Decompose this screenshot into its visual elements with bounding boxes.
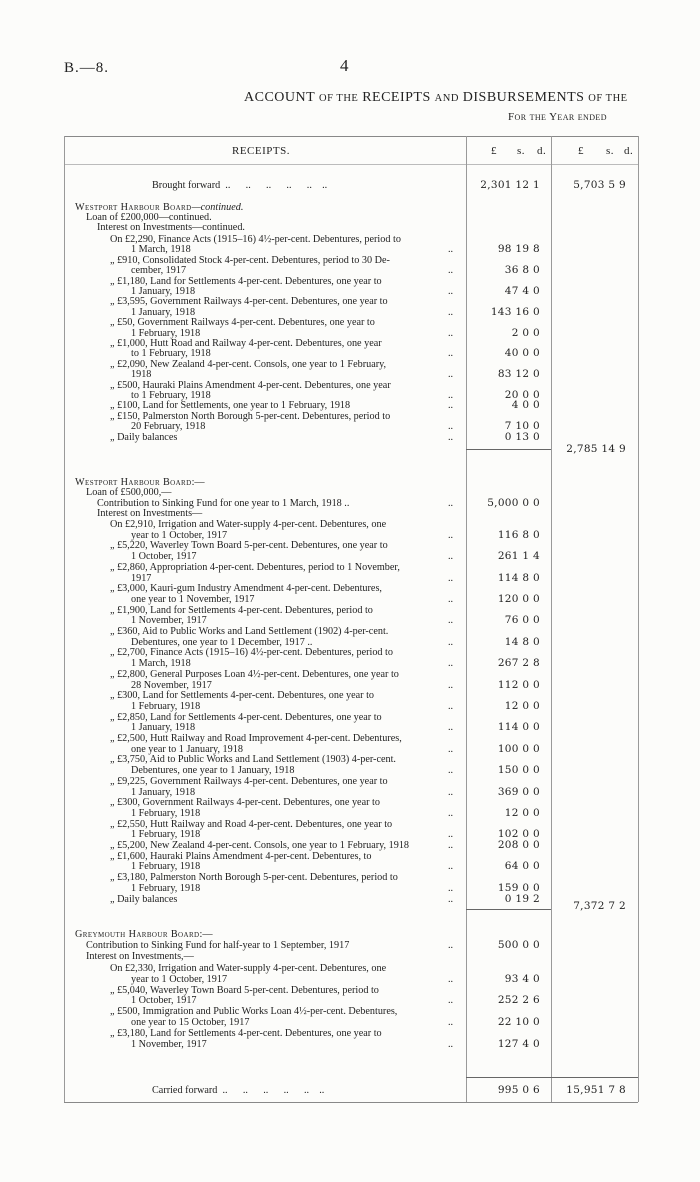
line-item-text: 1 February, 1918	[131, 327, 201, 339]
line-item-text: to 1 February, 1918	[131, 348, 211, 360]
line-item-text: „ £3,595, Government Railways 4-per-cent. Debentures, one year to	[110, 296, 388, 308]
line-item-amount: 252 2 6	[497, 994, 540, 1007]
title-word: RECEIPTS	[362, 90, 431, 105]
carried-forward-rule	[466, 1077, 638, 1078]
line-item-text: 1917	[131, 572, 152, 584]
line-item-amount: 4 0 0	[511, 399, 540, 412]
line-item-text: 1 January, 1918	[131, 722, 196, 734]
leader-dots: ..	[448, 390, 454, 401]
line-item-amount: 47 4 0	[504, 285, 540, 297]
line-item-text: 1 February, 1918	[131, 700, 201, 712]
line-item-text: „ £2,850, Land for Settlements 4-per-cent. Debentures, one year to	[110, 711, 382, 723]
line-item-text: Debentures, one year to 1 January, 1918	[131, 765, 295, 777]
line-item-text: „ £5,040, Waverley Town Board 5-per-cent. Debentures, period to	[110, 984, 379, 996]
line-item-amount: 127 4 0	[497, 1037, 540, 1050]
line-item-text: „ £1,000, Hutt Road and Railway 4-per-cent. Debentures, one year	[110, 338, 382, 349]
line-item-text: 1 February, 1918	[131, 861, 201, 873]
leader-dots: ..	[448, 572, 454, 584]
line-item-text: 1 November, 1917	[131, 615, 207, 627]
westport-1-total: 2,785 14 9	[566, 443, 626, 455]
leader-dots: ..	[448, 348, 454, 360]
title-word: ACCOUNT	[244, 90, 316, 105]
leader-dots: ..	[448, 529, 454, 541]
westport-2-sinking-amount: 5,000 0 0	[487, 497, 540, 509]
leader-dots: ..	[448, 882, 454, 894]
westport-1-loan: Loan of £200,000—continued.	[86, 212, 212, 223]
line-item-text: 1 October, 1917	[131, 551, 197, 563]
leader-dots: ..	[448, 1017, 454, 1028]
westport-2-interest: Interest on Investments—	[97, 508, 203, 519]
line-item-text: „ £360, Aid to Public Works and Land Settlement (1902) 4-per-cent.	[110, 626, 389, 637]
table-bottom-rule	[64, 1102, 638, 1103]
leader-dots: ..	[448, 786, 454, 798]
line-item-text: 1 January, 1918	[131, 286, 196, 297]
subtotal-rule	[466, 449, 551, 450]
subtotal-rule	[466, 909, 551, 910]
line-item-text: On £2,330, Irrigation and Water-supply 4-per-cent. Debentures, one	[110, 963, 387, 974]
line-item-text: year to 1 October, 1917	[131, 529, 228, 541]
line-item-amount: 208 0 0	[497, 839, 540, 851]
line-item-text: „ £2,090, New Zealand 4-per-cent. Consols, one year to 1 February,	[110, 358, 387, 370]
leader-dots: ..	[448, 840, 454, 851]
line-item-text: „ £5,220, Waverley Town Board 5-per-cent. Debentures, one year to	[110, 540, 388, 552]
brought-forward-col1: 2,301 12 1	[480, 179, 540, 191]
line-item-text: 20 February, 1918	[131, 421, 206, 433]
leader-dots: ..	[448, 244, 454, 256]
leader-dots: ..	[448, 658, 454, 670]
line-item-amount: 22 10 0	[497, 1016, 540, 1028]
line-item-text: „ £150, Palmerston North Borough 5-per-cent. Debentures, period to	[110, 410, 391, 422]
line-item-text: „ £2,500, Hutt Railway and Road Improvement 4-per-cent. Debentures,	[110, 733, 402, 744]
line-item-amount: 120 0 0	[497, 592, 540, 605]
line-item-text: „ Daily balances	[110, 893, 178, 905]
line-item-amount: 159 0 0	[497, 881, 540, 894]
greymouth-interest: Interest on Investments,—	[86, 951, 194, 962]
leader-dots: ..	[448, 593, 454, 605]
line-item-text: 1 January, 1918	[131, 306, 196, 318]
title-word: AND	[434, 93, 459, 104]
line-item-amount: 267 2 8	[497, 657, 540, 670]
line-item-amount: 12 0 0	[504, 699, 540, 712]
line-item-amount: 64 0 0	[504, 860, 540, 873]
westport-1-interest: Interest on Investments—continued.	[97, 222, 245, 233]
leader-dots: ..	[448, 861, 454, 873]
page-number: 4	[340, 56, 349, 75]
leader-dots: ..	[448, 306, 454, 318]
table-right-border	[638, 136, 639, 1102]
greymouth-heading: Greymouth Harbour Board:—	[75, 929, 213, 940]
col1-shilling: s.	[517, 145, 526, 157]
line-item-text: „ £3,000, Kauri-gum Industry Amendment 4-per-cent. Debentures,	[110, 583, 382, 595]
line-item-text: „ £100, Land for Settlements, one year to 1 February, 1918	[110, 400, 351, 412]
line-item-text: 1 January, 1918	[131, 786, 196, 798]
line-item-text: „ £300, Government Railways 4-per-cent. Debentures, one year to	[110, 797, 380, 809]
line-item-text: „ £2,700, Finance Acts (1915–16) 4½-per-cent. Debentures, period to	[110, 647, 393, 659]
line-item-text: „ £2,800, General Purposes Loan 4½-per-cent. Debentures, one year to	[110, 668, 399, 680]
line-item-amount: 40 0 0	[504, 347, 540, 360]
col1-pence: d.	[537, 145, 547, 157]
line-item-amount: 102 0 0	[497, 828, 540, 841]
greymouth-sinking-fund: Contribution to Sinking Fund for half-year to 1 September, 1917	[86, 940, 350, 951]
leader-dots: ..	[448, 286, 454, 297]
line-item-text: 1 February, 1918	[131, 807, 201, 819]
line-item-amount: 143 16 0	[490, 305, 540, 318]
line-item-text: On £2,910, Irrigation and Water-supply 4-per-cent. Debentures, one	[110, 519, 387, 530]
westport-2-loan: Loan of £500,000,—	[86, 487, 172, 498]
line-item-text: one year to 1 January, 1918	[131, 743, 243, 755]
line-item-text: 1 March, 1918	[131, 658, 191, 670]
line-item-amount: 100 0 0	[497, 742, 540, 755]
line-item-text: „ £9,225, Government Railways 4-per-cent. Debentures, one year to	[110, 775, 388, 787]
leader-dots: ..	[448, 400, 454, 412]
line-item-text: „ £2,550, Hutt Railway and Road 4-per-cent. Debentures, one year to	[110, 818, 393, 830]
line-item-text: 1 March, 1918	[131, 244, 191, 256]
line-item-text: „ £1,600, Hauraki Plains Amendment 4-per-cent. Debentures, to	[110, 850, 372, 862]
line-item-text: „ £910, Consolidated Stock 4-per-cent. Debentures, period to 30 De-	[110, 254, 390, 266]
leader-dots: ..	[448, 1038, 454, 1050]
line-item-text: „ Daily balances	[110, 431, 178, 443]
line-item-amount: 20 0 0	[504, 389, 540, 401]
line-item-amount: 261 1 4	[497, 550, 540, 563]
line-item-text: „ £500, Immigration and Public Works Loan 4½-per-cent. Debentures,	[110, 1006, 398, 1018]
leader-dots: ..	[448, 498, 454, 509]
col2-shilling: s.	[606, 145, 615, 157]
title-word: OF THE	[319, 93, 359, 104]
leader-dots: ..	[448, 807, 454, 819]
leader-dots: ..	[448, 700, 454, 712]
receipts-heading: RECEIPTS.	[232, 145, 290, 157]
line-item-text: to 1 February, 1918	[131, 390, 211, 401]
line-item-text: 1918	[131, 369, 152, 381]
title-word: DISBURSEMENTS	[462, 90, 585, 105]
carried-forward-col2: 15,951 7 8	[566, 1084, 626, 1096]
line-item-amount: 76 0 0	[504, 614, 540, 627]
line-item-amount: 114 8 0	[497, 571, 540, 584]
line-item-amount: 7 10 0	[504, 420, 540, 433]
leader-dots: ..	[448, 551, 454, 563]
line-item-text: „ £5,200, New Zealand 4-per-cent. Consols, one year to 1 February, 1918	[110, 840, 410, 851]
report-reference: B.—8.	[64, 60, 110, 76]
line-item-amount: 14 8 0	[504, 635, 540, 648]
line-item-amount: 150 0 0	[497, 764, 540, 777]
line-item-text: 1 February, 1918	[131, 829, 201, 841]
line-item-amount: 83 12 0	[497, 368, 540, 381]
line-item-text: one year to 15 October, 1917	[131, 1017, 250, 1028]
westport-2-heading: Westport Harbour Board:—	[75, 477, 205, 488]
col2-pence: d.	[624, 145, 634, 157]
leader-dots: ..	[448, 421, 454, 433]
line-item-text: one year to 1 November, 1917	[131, 593, 255, 605]
leader-dots: ..	[448, 679, 454, 691]
col2-pound: £	[578, 145, 584, 157]
line-item-text: 1 February, 1918	[131, 882, 201, 894]
line-item-amount: 98 19 8	[497, 243, 540, 256]
title-word: OF THE	[588, 93, 628, 104]
column-divider	[466, 136, 467, 1102]
line-item-text: „ £3,180, Palmerston North Borough 5-per-cent. Debentures, period to	[110, 872, 398, 884]
column-divider	[551, 136, 552, 1102]
line-item-text: „ £1,180, Land for Settlements 4-per-cent. Debentures, one year to	[110, 275, 382, 287]
line-item-amount: 112 0 0	[497, 678, 540, 691]
brought-forward-label: Brought forward .. .. .. .. .. ..	[152, 180, 328, 191]
line-item-amount: 0 13 0	[504, 430, 540, 443]
leader-dots: ..	[448, 636, 454, 648]
line-item-text: cember, 1917	[131, 265, 187, 277]
line-item-amount: 12 0 0	[504, 806, 540, 819]
westport-2-sinking-fund: Contribution to Sinking Fund for one year to 1 March, 1918 ..	[97, 498, 350, 509]
leader-dots: ..	[448, 722, 454, 734]
carried-forward-col1: 995 0 6	[497, 1084, 540, 1096]
leader-dots: ..	[448, 829, 454, 841]
line-item-text: „ £300, Land for Settlements 4-per-cent. Debentures, one year to	[110, 690, 375, 702]
line-item-amount: 93 4 0	[504, 972, 540, 985]
leader-dots: ..	[448, 369, 454, 381]
leader-dots: ..	[448, 995, 454, 1007]
leader-dots: ..	[448, 743, 454, 755]
line-item-amount: 116 8 0	[497, 528, 540, 541]
line-item-amount: 0 19 2	[504, 892, 540, 905]
line-item-text: „ £2,860, Appropriation 4-per-cent. Debentures, period to 1 November,	[110, 561, 400, 573]
line-item-text: Debentures, one year to 1 December, 1917 ..	[131, 636, 313, 648]
westport-2-total: 7,372 7 2	[573, 900, 626, 912]
line-item-text: „ £1,900, Land for Settlements 4-per-cent. Debentures, period to	[110, 604, 373, 616]
line-item-text: On £2,290, Finance Acts (1915–16) 4½-per-cent. Debentures, period to	[110, 234, 401, 245]
page-subtitle: For the Year ended	[508, 111, 607, 123]
westport-1-heading: Westport Harbour Board—continued.	[75, 202, 244, 213]
line-item-text: „ £3,180, Land for Settlements 4-per-cent. Debentures, one year to	[110, 1027, 382, 1039]
leader-dots: ..	[448, 265, 454, 277]
line-item-text: 1 October, 1917	[131, 995, 197, 1007]
leader-dots: ..	[448, 327, 454, 339]
leader-dots: ..	[448, 615, 454, 627]
line-item-text: „ £3,750, Aid to Public Works and Land Settlement (1903) 4-per-cent.	[110, 754, 396, 766]
line-item-text: year to 1 October, 1917	[131, 973, 228, 985]
line-item-text: „ £500, Hauraki Plains Amendment 4-per-cent. Debentures, one year	[110, 379, 391, 391]
table-left-border	[64, 136, 65, 1102]
leader-dots: ..	[448, 893, 454, 905]
line-item-amount: 2 0 0	[511, 326, 540, 339]
line-item-amount: 36 8 0	[504, 264, 540, 277]
line-item-amount: 369 0 0	[497, 785, 540, 798]
leader-dots: ..	[448, 765, 454, 777]
line-item-text: „ £50, Government Railways 4-per-cent. Debentures, one year to	[110, 317, 375, 329]
greymouth-sinking-amount: 500 0 0	[497, 939, 540, 951]
line-item-amount: 114 0 0	[497, 721, 540, 734]
page-title	[244, 89, 628, 106]
leader-dots: ..	[448, 431, 454, 443]
leader-dots: ..	[448, 940, 454, 951]
brought-forward-col2: 5,703 5 9	[573, 179, 626, 191]
leader-dots: ..	[448, 973, 454, 985]
line-item-text: 28 November, 1917	[131, 679, 212, 691]
carried-forward-label: Carried forward .. .. .. .. .. ..	[152, 1085, 325, 1096]
line-item-text: 1 November, 1917	[131, 1038, 207, 1050]
col1-pound: £	[491, 145, 497, 157]
